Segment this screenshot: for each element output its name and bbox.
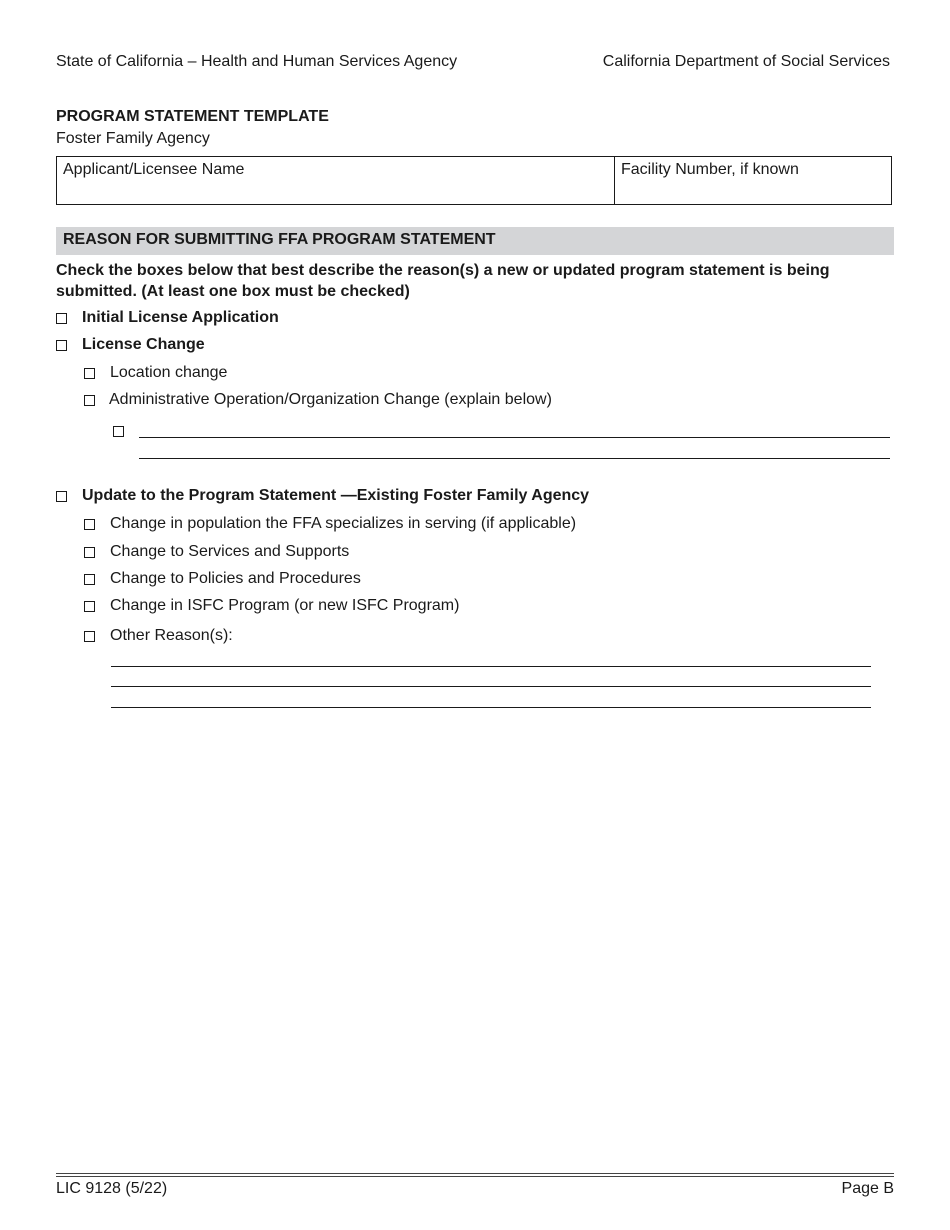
policies-label: Change to Policies and Procedures (110, 570, 361, 587)
option-isfc (84, 597, 459, 615)
option-other (84, 627, 233, 645)
page-number: Page B (841, 1180, 894, 1197)
admin-change-label: Administrative Operation/Organization Change (explain below) (109, 391, 552, 408)
other-reason-line-2[interactable] (111, 686, 871, 687)
option-population (84, 515, 576, 533)
isfc-label: Change in ISFC Program (or new ISFC Program) (110, 597, 460, 614)
department-header: California Department of Social Services (602, 53, 890, 70)
other-reason-line-3[interactable] (111, 707, 871, 708)
facility-number-label: Facility Number, if known (621, 161, 799, 178)
population-label: Change in population the FFA specializes in serving (if applicable) (110, 515, 577, 532)
license-change-label: License Change (82, 336, 205, 353)
option-services (84, 543, 349, 561)
population-checkbox[interactable] (84, 519, 95, 530)
footer-rule-top (56, 1173, 894, 1174)
facility-number-cell (615, 157, 891, 204)
policies-checkbox[interactable] (84, 574, 95, 585)
section-instructions: Check the boxes below that best describe the reason(s) a new or updated program statement is being submitted. (At least one box must be checked) (56, 262, 830, 300)
option-update-program (56, 487, 589, 505)
admin-explain-line-1[interactable] (139, 437, 890, 438)
form-subtitle: Foster Family Agency (56, 130, 210, 147)
form-title: PROGRAM STATEMENT TEMPLATE (56, 108, 329, 125)
agency-header: State of California – Health and Human Services Agency (56, 53, 458, 70)
update-program-checkbox[interactable] (56, 491, 67, 502)
applicant-name-cell (57, 157, 615, 204)
services-label: Change to Services and Supports (110, 543, 350, 560)
admin-explain-checkbox[interactable] (113, 426, 124, 437)
option-policies (84, 570, 361, 588)
option-license-change (56, 336, 205, 354)
services-checkbox[interactable] (84, 547, 95, 558)
isfc-checkbox[interactable] (84, 601, 95, 612)
footer-rule-bottom (56, 1176, 894, 1177)
form-number: LIC 9128 (5/22) (56, 1180, 168, 1197)
admin-change-checkbox[interactable] (84, 395, 95, 406)
option-admin-change (84, 391, 552, 409)
initial-license-label: Initial License Application (82, 309, 279, 326)
license-change-checkbox[interactable] (56, 340, 67, 351)
location-change-label: Location change (110, 364, 228, 381)
facility-number-input[interactable] (621, 181, 885, 202)
admin-explain-line-2[interactable] (139, 458, 890, 459)
option-initial-license (56, 309, 279, 327)
option-location-change (84, 364, 227, 382)
other-label: Other Reason(s): (110, 627, 233, 644)
location-change-checkbox[interactable] (84, 368, 95, 379)
other-reason-line-1[interactable] (111, 666, 871, 667)
update-program-label: Update to the Program Statement —Existing Foster Family Agency (82, 487, 590, 504)
other-checkbox[interactable] (84, 631, 95, 642)
initial-license-checkbox[interactable] (56, 313, 67, 324)
applicant-name-input[interactable] (63, 181, 608, 202)
section-heading: REASON FOR SUBMITTING FFA PROGRAM STATEMENT (56, 227, 894, 255)
identification-table (56, 156, 892, 205)
applicant-name-label: Applicant/Licensee Name (63, 161, 245, 178)
